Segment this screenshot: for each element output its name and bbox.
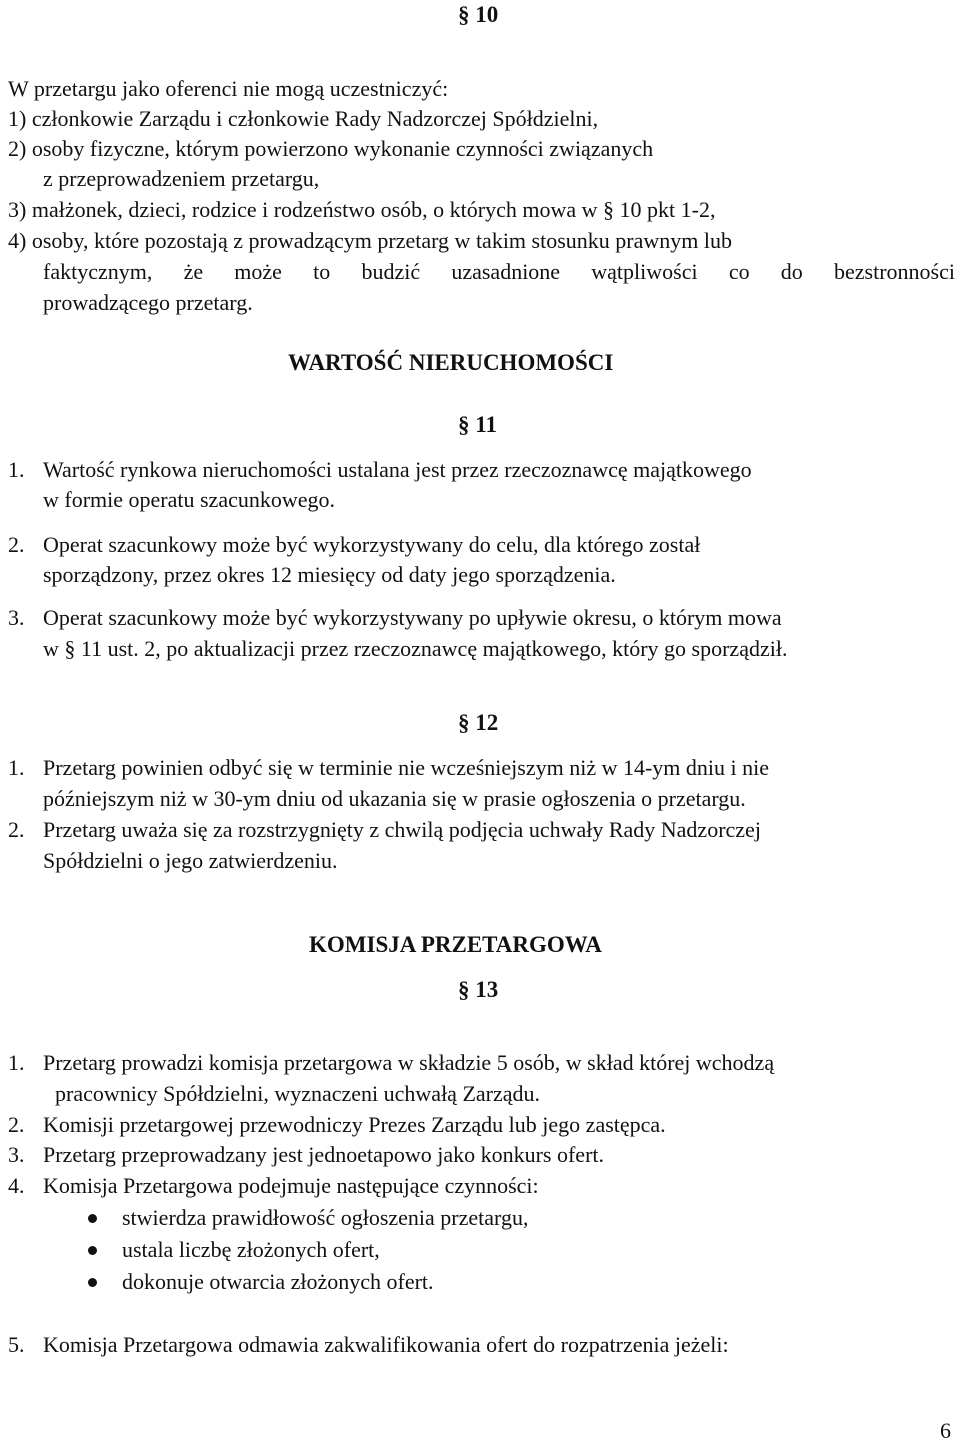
word: wątpliwości: [591, 259, 698, 284]
section-11-p2-line1: Operat szacunkowy może być wykorzystywany do celu, dla którego został: [43, 532, 701, 557]
section-12-p1-line2: późniejszym niż w 30-ym dniu od ukazania się w prasie ogłoszenia o przetargu.: [43, 786, 746, 811]
section-11-heading: § 11: [458, 412, 497, 437]
section-11-p1-num: 1.: [8, 457, 25, 482]
section-13-p5-line1: Komisja Przetargowa odmawia zakwalifikowania ofert do rozpatrzenia jeżeli:: [43, 1332, 729, 1357]
section-11-p3-line1: Operat szacunkowy może być wykorzystywany po upływie okresu, o którym mowa: [43, 605, 782, 630]
section-12-p1-line1: Przetarg powinien odbyć się w terminie nie wcześniejszym niż w 14-ym dniu i nie: [43, 755, 770, 780]
section-10-item-4-end: prowadzącego przetarg.: [43, 290, 253, 315]
page-number: 6: [940, 1418, 951, 1443]
section-13-bullet-2: ustala liczbę złożonych ofert,: [122, 1237, 380, 1262]
section-13-p5-num: 5.: [8, 1332, 25, 1357]
section-12-p1-num: 1.: [8, 755, 25, 780]
bullet-icon: [88, 1278, 97, 1287]
section-10-item-1: 1) członkowie Zarządu i członkowie Rady Nadzorczej Spółdzielni,: [8, 106, 599, 131]
section-10-heading: § 10: [458, 2, 499, 27]
section-13-p2-num: 2.: [8, 1112, 25, 1137]
section-10-item-4: 4) osoby, które pozostają z prowadzącym przetarg w takim stosunku prawnym lub: [8, 228, 732, 253]
bullet-icon: [88, 1214, 97, 1223]
word: że: [183, 259, 204, 284]
section-13-p3-num: 3.: [8, 1142, 25, 1167]
bullet-icon: [88, 1246, 97, 1255]
section-11-p2-num: 2.: [8, 532, 25, 557]
section-13-p1-num: 1.: [8, 1050, 25, 1075]
section-13-p1-line1: Przetarg prowadzi komisja przetargowa w składzie 5 osób, w skład której wchodzą: [43, 1050, 775, 1075]
section-13-bullet-1: stwierdza prawidłowość ogłoszenia przetargu,: [122, 1205, 529, 1230]
word: co: [728, 259, 750, 284]
section-12-heading: § 12: [458, 710, 499, 735]
title-komisja-przetargowa: KOMISJA PRZETARGOWA: [309, 932, 602, 957]
word: do: [780, 259, 803, 284]
section-11-p1-line2: w formie operatu szacunkowego.: [43, 487, 336, 512]
word: bezstronności: [833, 259, 955, 284]
title-wartosc-nieruchomosci: WARTOŚĆ NIERUCHOMOŚCI: [288, 350, 614, 375]
section-13-p3-line1: Przetarg przeprowadzany jest jednoetapowo jako konkurs ofert.: [43, 1142, 605, 1167]
section-13-p2-line1: Komisji przetargowej przewodniczy Prezes Zarządu lub jego zastępca.: [43, 1112, 666, 1137]
section-13-p1-line2: pracownicy Spółdzielni, wyznaczeni uchwałą Zarządu.: [55, 1081, 541, 1106]
section-13-heading: § 13: [458, 977, 499, 1002]
section-10-item-2: 2) osoby fizyczne, którym powierzono wykonanie czynności związanych: [8, 136, 654, 161]
section-10-item-3: 3) małżonek, dzieci, rodzice i rodzeństwo osób, o których mowa w § 10 pkt 1-2,: [8, 197, 716, 222]
section-13-p4-line1: Komisja Przetargowa podejmuje następujące czynności:: [43, 1173, 539, 1198]
section-11-p3-num: 3.: [8, 605, 25, 630]
section-13-bullet-3: dokonuje otwarcia złożonych ofert.: [122, 1269, 434, 1294]
section-10-item-2-cont: z przeprowadzeniem przetargu,: [43, 166, 320, 191]
section-12-p2-num: 2.: [8, 817, 25, 842]
section-11-p1-line1: Wartość rynkowa nieruchomości ustalana jest przez rzeczoznawcę majątkowego: [43, 457, 752, 482]
word: uzasadnione: [451, 259, 561, 284]
word: budzić: [361, 259, 421, 284]
word: faktycznym,: [43, 259, 153, 284]
section-11-p3-line2: w § 11 ust. 2, po aktualizacji przez rzeczoznawcę majątkowego, który go sporządził.: [43, 636, 788, 661]
word: to: [313, 259, 331, 284]
section-10-intro: W przetargu jako oferenci nie mogą uczestniczyć:: [8, 76, 449, 101]
section-10-item-4-justified-line: [43, 259, 955, 285]
section-13-p4-num: 4.: [8, 1173, 25, 1198]
section-11-p2-line2: sporządzony, przez okres 12 miesięcy od daty jego sporządzenia.: [43, 562, 616, 587]
section-12-p2-line1: Przetarg uważa się za rozstrzygnięty z chwilą podjęcia uchwały Rady Nadzorczej: [43, 817, 761, 842]
word: może: [234, 259, 282, 284]
section-12-p2-line2: Spółdzielni o jego zatwierdzeniu.: [43, 848, 338, 873]
